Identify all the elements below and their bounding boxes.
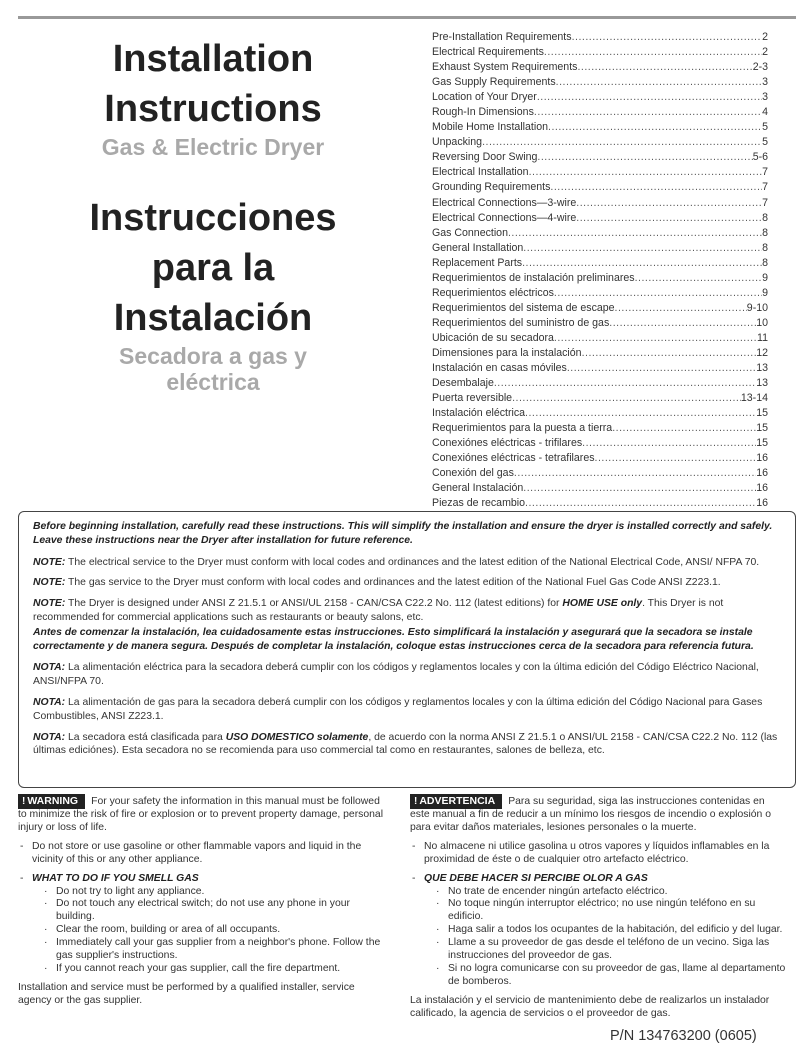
toc-leader xyxy=(582,346,757,361)
toc-entry xyxy=(432,301,768,316)
toc-leader xyxy=(514,466,756,481)
toc-entry xyxy=(432,150,768,165)
toc-entry xyxy=(432,60,768,75)
toc-page: 8 xyxy=(762,241,768,254)
list-item: · Haga salir a todos los ocupantes de la habitación, del edificio y del lugar. xyxy=(436,924,783,936)
list-item: · Do not touch any electrical switch; do not use any phone in your building. xyxy=(44,898,350,923)
toc-label: Puerta reversible xyxy=(432,392,513,405)
toc-label: General Installation xyxy=(432,241,524,254)
toc-page: 4 xyxy=(762,106,768,119)
warning-en-heading: WHAT TO DO IF YOU SMELL GAS xyxy=(32,872,199,884)
warning-triangle-icon: ! xyxy=(22,796,26,807)
toc-page: 13-14 xyxy=(740,392,768,405)
title-es-line3: Instalación xyxy=(113,297,313,339)
toc-label: Rough-In Dimensions xyxy=(432,106,534,119)
toc-label: Requerimientos del suministro de gas xyxy=(432,316,610,329)
toc-entry xyxy=(432,226,768,241)
toc-label: Location of Your Dryer xyxy=(432,91,537,104)
toc-label: Pre-Installation Requirements xyxy=(432,31,572,43)
toc-page: 10 xyxy=(756,316,768,329)
toc-label: Gas Supply Requirements xyxy=(432,76,556,89)
toc-leader xyxy=(554,331,757,346)
toc-leader xyxy=(537,150,752,165)
toc-page: 9 xyxy=(762,271,768,284)
table-of-contents xyxy=(432,30,768,512)
toc-label: Piezas de recambio xyxy=(432,497,526,510)
part-number: P/N 134763200 (0605) xyxy=(610,1028,757,1044)
toc-entry xyxy=(432,120,768,135)
toc-page: 8 xyxy=(762,226,768,239)
toc-leader xyxy=(537,90,762,105)
toc-entry xyxy=(432,271,768,286)
toc-label: Electrical Connections—4-wire xyxy=(432,211,577,224)
toc-leader xyxy=(544,45,762,60)
toc-leader xyxy=(576,196,762,211)
toc-label: Grounding Requirements xyxy=(432,181,551,194)
toc-label: Instalación en casas móviles xyxy=(432,362,567,375)
toc-entry xyxy=(432,165,768,180)
warning-es-subs xyxy=(410,886,786,989)
title-en-line1: Installation xyxy=(112,38,314,80)
toc-page: 16 xyxy=(756,482,768,495)
toc-page: 5-6 xyxy=(752,151,768,164)
warning-badge: ! WARNING xyxy=(18,794,85,809)
toc-entry xyxy=(432,496,768,511)
list-item: · Do not try to light any appliance. xyxy=(44,885,205,897)
toc-page: 2 xyxy=(762,31,768,43)
subtitle-es-line2: eléctrica xyxy=(166,369,260,395)
toc-label: Requerimientos eléctricos xyxy=(432,286,554,299)
title-es-line2: para la xyxy=(151,247,275,289)
toc-entry xyxy=(432,346,768,361)
toc-leader xyxy=(525,406,756,421)
toc-label: Mobile Home Installation xyxy=(432,121,548,134)
toc-label: Dimensiones para la instalación xyxy=(432,346,582,359)
toc-leader xyxy=(635,271,763,286)
advertencia-badge: ! ADVERTENCIA xyxy=(410,794,502,809)
toc-page: 15 xyxy=(756,407,768,420)
warning-en: ! WARNING For your safety the information in this manual must be followed to minimize the risk of fire or explosion or to prevent property damage, personal injury or loss of life. - Do not store or use gasoline or other flammable vapors and liquid in the vicinity of this or any other appliance. - WHAT TO DO IF YOU SMELL GAS · Do not try to light any appliance. · Do not touch any electrical switch; do not use any phone in your building. · Clear the room, building or area of all occupants. · Immediately call your gas supplier from a neighbor's phone. Follow the gas supplier's instructions. · If you cannot reach your gas supplier, call the fire department. Installation and service must be performed by a qualified installer, service agency or the gas supplier. xyxy=(18,795,384,1006)
list-item: · Si no logra comunicarse con su proveedor de gas, llame al departamento de bomberos. xyxy=(436,962,786,987)
toc-leader xyxy=(529,165,763,180)
toc-label: Conexiónes eléctricas - tetrafilares xyxy=(432,452,595,465)
title-en-line2: Instructions xyxy=(104,88,322,130)
title-block xyxy=(18,34,408,395)
list-item: · If you cannot reach your gas supplier, call the fire department. xyxy=(44,962,341,974)
toc-page: 7 xyxy=(762,196,768,209)
subtitle-es-line1: Secadora a gas y xyxy=(119,343,307,369)
toc-page: 15 xyxy=(756,437,768,450)
toc-entry xyxy=(432,241,768,256)
intro-en: Before beginning installation, carefully read these instructions. This will simplify the installation and ensure the dryer is installed correctly and safely. Leave these instructions near the Dryer after installation for future reference. xyxy=(33,521,773,546)
warning-triangle-icon: ! xyxy=(414,796,418,807)
toc-entry xyxy=(432,256,768,271)
nota-2: NOTA: La alimentación de gas para la secadora deberá cumplir con los códigos y reglamentos locales y con la última edición del Código Nacional para Gases Combustibles, ANSI Z223.1. xyxy=(33,696,763,722)
nota-3: NOTA: La secadora está clasificada para USO DOMESTICO solamente, de acuerdo con la norma ANSI Z 21.5.1 o ANSI/UL 2158 - CAN/CSA C22.2 No. 112 (las últimas ediciónes). Esta secadora no se recomienda para uso commercial tal como en restaurantes, salones de belleza, etc. xyxy=(33,731,778,757)
toc-leader xyxy=(525,496,756,511)
notes-box xyxy=(18,511,796,788)
toc-leader xyxy=(595,451,757,466)
toc-page: 13 xyxy=(756,377,768,390)
toc-entry xyxy=(432,286,768,301)
toc-leader xyxy=(612,421,756,436)
toc-entry xyxy=(432,376,768,391)
toc-leader xyxy=(482,135,762,150)
subtitle-en: Gas & Electric Dryer xyxy=(101,134,325,160)
toc-label: Conexión del gas xyxy=(432,467,514,480)
toc-entry xyxy=(432,75,768,90)
list-item: · No toque ningún interruptor eléctrico; no use ningún teléfono en su edificio. xyxy=(436,898,756,923)
toc-page: 7 xyxy=(762,166,768,179)
toc-page: 16 xyxy=(756,497,768,510)
toc-entry xyxy=(432,466,768,481)
toc-page: 7 xyxy=(762,181,768,194)
toc-entry xyxy=(432,105,768,120)
toc-page: 3 xyxy=(762,91,768,104)
toc-page: 8 xyxy=(762,256,768,269)
toc-label: Requerimientos del sistema de escape xyxy=(432,301,615,314)
toc-label: Requerimientos para la puesta a tierra xyxy=(432,422,613,435)
toc-leader xyxy=(522,256,762,271)
toc-page: 11 xyxy=(757,331,768,344)
toc-label: Electrical Requirements xyxy=(432,46,544,59)
toc-entry xyxy=(432,481,768,496)
toc-entry xyxy=(432,180,768,195)
warning-es-bullet: - No almacene ni utilice gasolina u otros vapores y líquidos inflamables en la proximidad de éste o de cualquier otro artefacto eléctrico. xyxy=(412,840,770,865)
toc-leader xyxy=(494,376,756,391)
toc-page: 13 xyxy=(756,362,768,375)
toc-leader xyxy=(508,226,762,241)
toc-page: 2 xyxy=(762,46,768,59)
toc-leader xyxy=(523,481,756,496)
top-rule xyxy=(18,16,796,19)
toc-entry xyxy=(432,451,768,466)
toc-entry xyxy=(432,135,768,150)
toc-label: Desembalaje xyxy=(432,377,494,390)
toc-label: Electrical Installation xyxy=(432,166,529,179)
toc-leader xyxy=(609,316,756,331)
intro-es: Antes de comenzar la instalación, lea cuidadosamente estas instrucciones. Esto simplificará la instalación y asegurará que la secadora se instale correctamente y de manera segura. Después de completar la instalación, coloque estas instrucciones cerca de la secadora para referencia futura. xyxy=(33,626,754,652)
toc-page: 15 xyxy=(756,422,768,435)
toc-entry xyxy=(432,196,768,211)
toc-page: 9 xyxy=(762,286,768,299)
toc-entry xyxy=(432,361,768,376)
list-item: · No trate de encender ningún artefacto eléctrico. xyxy=(436,885,668,897)
toc-label: Ubicación de su secadora xyxy=(432,331,554,344)
toc-label: Requerimientos de instalación preliminares xyxy=(432,271,635,284)
toc-entry xyxy=(432,406,768,421)
warning-es: ! ADVERTENCIA Para su seguridad, siga las instrucciones contenidas en este manual a fin de reducir a un mínimo los riesgos de incendio o explosión o para evitar daños materiales, lesiones personales o la muerte. - No almacene ni utilice gasolina u otros vapores y líquidos inflamables en la proximidad de éste o de cualquier otro artefacto eléctrico. - QUE DEBE HACER SI PERCIBE OLOR A GAS · No trate de encender ningún artefacto eléctrico. · No toque ningún interruptor eléctrico; no use ningún teléfono en su edificio. · Haga salir a todos los ocupantes de la habitación, del edificio y del lugar. · Llame a su proveedor de gas desde el teléfono de un vecino. Siga las instrucciones del proveedor de gas. · Si no logra comunicarse con su proveedor de gas, llame al departamento de bomberos. La instalación y el servicio de mantenimiento debe de realizarlos un instalador calificado, la agencia de servicios o el proveedor de gas. xyxy=(410,795,786,1019)
toc-label: Unpacking xyxy=(432,136,483,149)
toc-entry xyxy=(432,421,768,436)
toc-label: General Instalación xyxy=(432,482,524,495)
toc-leader xyxy=(615,301,747,316)
toc-entry xyxy=(432,316,768,331)
note-1: NOTE: The electrical service to the Dryer must conform with local codes and ordinances and the latest edition of the National Electrical Code, ANSI/ NFPA 70. xyxy=(33,556,760,568)
toc-leader xyxy=(550,180,762,195)
list-item: · Immediately call your gas supplier from a neighbor's phone. Follow the gas supplier's instructions. xyxy=(44,937,381,962)
toc-leader xyxy=(534,105,762,120)
toc-page: 2-3 xyxy=(752,61,768,74)
toc-leader xyxy=(556,75,762,90)
warning-es-heading: QUE DEBE HACER SI PERCIBE OLOR A GAS xyxy=(424,872,648,884)
toc-entry xyxy=(432,436,768,451)
toc-label: Replacement Parts xyxy=(432,256,523,269)
toc-entry xyxy=(432,90,768,105)
toc-entry xyxy=(432,391,768,406)
toc-label: Gas Connection xyxy=(432,226,508,239)
toc-page: 8 xyxy=(762,211,768,224)
toc-leader xyxy=(548,120,762,135)
toc-label: Reversing Door Swing xyxy=(432,151,538,164)
toc-page: 3 xyxy=(762,76,768,89)
toc-label: Conexiónes eléctricas - trifilares xyxy=(432,437,583,450)
note-2: NOTE: The gas service to the Dryer must conform with local codes and ordinances and the latest edition of the National Fuel Gas Code ANSI Z223.1. xyxy=(33,577,721,589)
toc-leader xyxy=(576,211,762,226)
warning-es-closing: La instalación y el servicio de mantenimiento debe de realizarlos un instalador calificado, la agencia de servicios o el proveedor de gas. xyxy=(410,994,770,1019)
toc-page: 5 xyxy=(762,136,768,149)
list-item: · Clear the room, building or area of all occupants. xyxy=(44,924,281,936)
toc-page: 16 xyxy=(756,452,768,465)
warning-en-closing: Installation and service must be performed by a qualified installer, service agency or the gas supplier. xyxy=(18,981,355,1006)
toc-page: 12 xyxy=(756,346,768,359)
toc-leader xyxy=(512,391,741,406)
toc-leader xyxy=(572,30,763,45)
toc-label: Electrical Connections—3-wire xyxy=(432,196,577,209)
toc-page: 9-10 xyxy=(746,301,768,314)
toc-page: 5 xyxy=(762,121,768,134)
toc-label: Instalación eléctrica xyxy=(432,407,526,420)
toc-label: Exhaust System Requirements xyxy=(432,61,578,74)
nota-1: NOTA: La alimentación eléctrica para la secadora deberá cumplir con los códigos y reglamentos locales y con la última edición del Código Eléctrico Nacional, ANSI/NFPA 70. xyxy=(33,662,759,688)
warning-en-subs xyxy=(18,886,384,976)
title-es-line1: Instrucciones xyxy=(89,197,337,239)
toc-leader xyxy=(582,436,756,451)
toc-page: 16 xyxy=(756,467,768,480)
toc-entry xyxy=(432,211,768,226)
warning-en-bullet: - Do not store or use gasoline or other flammable vapors and liquid in the vicinity of this or any other appliance. xyxy=(20,840,362,865)
note-3: NOTE: The Dryer is designed under ANSI Z 21.5.1 or ANSI/UL 2158 - CAN/CSA C22.2 No. 112 (latest editions) for HOME USE only. This Dryer is not recommended for commercial applications such as restaurants or beauty salons, etc. xyxy=(33,598,724,623)
list-item: · Llame a su proveedor de gas desde el teléfono de un vecino. Siga las instrucciones del proveedor de gas. xyxy=(436,937,770,962)
toc-entry xyxy=(432,30,768,45)
toc-leader xyxy=(554,286,762,301)
toc-leader xyxy=(567,361,756,376)
toc-leader xyxy=(523,241,762,256)
toc-entry xyxy=(432,331,768,346)
toc-leader xyxy=(577,60,752,75)
toc-entry xyxy=(432,45,768,60)
